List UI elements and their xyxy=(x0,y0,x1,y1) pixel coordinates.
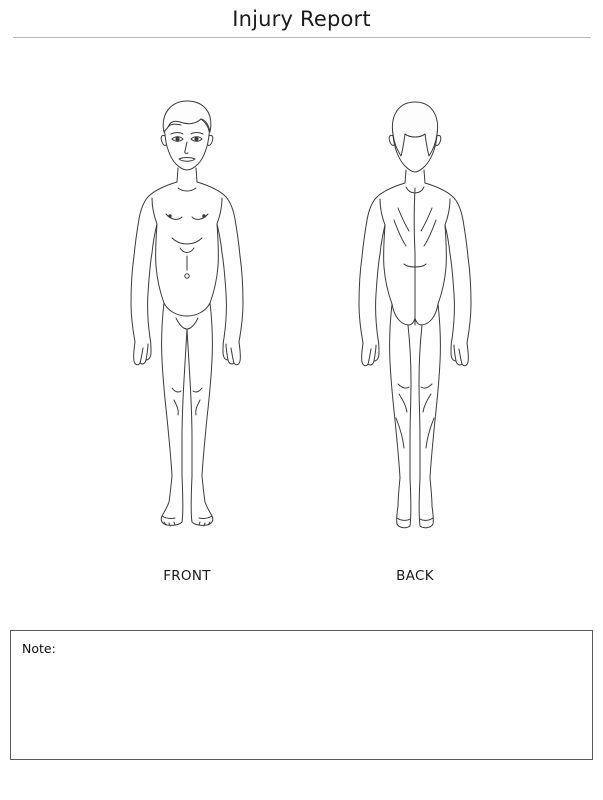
body-front-icon[interactable] xyxy=(102,88,272,558)
body-back-icon[interactable] xyxy=(330,88,500,558)
figure-back-caption: BACK xyxy=(396,568,434,584)
note-label: Note: xyxy=(22,641,56,656)
page-title: Injury Report xyxy=(232,7,371,31)
figure-front[interactable] xyxy=(72,88,302,584)
figure-front-caption: FRONT xyxy=(163,568,211,584)
figure-back[interactable] xyxy=(300,88,530,584)
body-diagrams xyxy=(0,88,603,588)
note-box[interactable] xyxy=(10,630,593,760)
title-divider xyxy=(13,37,591,38)
